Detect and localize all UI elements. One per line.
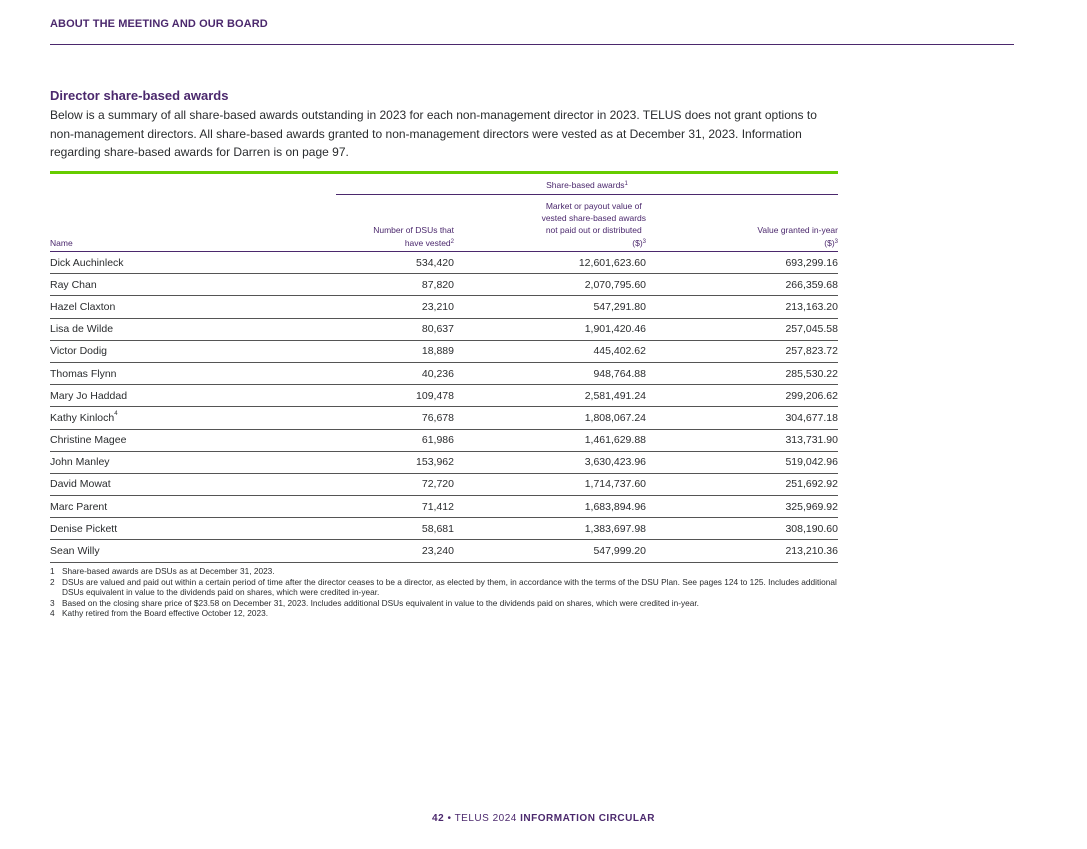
- market-value: [454, 429, 646, 451]
- value-granted: [646, 429, 838, 451]
- market-value-text: 1,714,737.60: [584, 478, 646, 491]
- value-header-footnote: 3: [834, 238, 838, 245]
- table-row: [50, 451, 838, 473]
- dsus-vested-text: 534,420: [416, 256, 454, 269]
- market-value-text: 547,999.20: [593, 545, 646, 558]
- value-granted-text: 213,210.36: [785, 545, 838, 558]
- table-row: [50, 318, 838, 340]
- footnotes: [50, 566, 840, 619]
- dsus-vested-text: 18,889: [421, 345, 454, 358]
- value-granted: [646, 296, 838, 318]
- dsus-vested: [336, 496, 454, 518]
- value-granted-text: 257,823.72: [785, 345, 838, 358]
- dsus-vested-text: 87,820: [421, 278, 454, 291]
- market-value-text: 1,808,067.24: [584, 411, 646, 424]
- director-name-text: David Mowat: [50, 478, 111, 491]
- value-granted: [646, 540, 838, 562]
- value-granted: [646, 407, 838, 429]
- director-name-text: Marc Parent: [50, 500, 108, 513]
- footnote-number: 4: [50, 608, 55, 618]
- director-name: [50, 518, 336, 540]
- market-header-footnote: 3: [642, 238, 646, 245]
- value-granted-text: 313,731.90: [785, 434, 838, 447]
- value-granted-text: 285,530.22: [785, 367, 838, 380]
- value-granted: [646, 362, 838, 384]
- dsus-vested-text: 61,986: [421, 434, 454, 447]
- market-value-text: 948,764.88: [593, 367, 646, 380]
- value-granted: [646, 252, 838, 274]
- dsus-vested-text: 109,478: [416, 389, 454, 402]
- value-granted: [646, 451, 838, 473]
- market-value: [454, 540, 646, 562]
- dsus-vested: [336, 318, 454, 340]
- section-title: Director share-based awards: [50, 88, 229, 103]
- market-value: [454, 451, 646, 473]
- awards-table: [50, 171, 838, 563]
- dsus-header-footnote: 2: [450, 238, 454, 245]
- director-name: [50, 473, 336, 495]
- value-granted-text: 251,692.92: [785, 478, 838, 491]
- director-name: [50, 340, 336, 362]
- value-granted-text: 257,045.58: [785, 323, 838, 336]
- director-name-text: John Manley: [50, 456, 110, 469]
- dsus-vested-text: 23,210: [421, 300, 454, 313]
- value-granted-text: 213,163.20: [785, 300, 838, 313]
- footnote: [50, 566, 840, 577]
- director-name: [50, 296, 336, 318]
- table-row: [50, 473, 838, 495]
- section-header: ABOUT THE MEETING AND OUR BOARD: [50, 18, 268, 30]
- column-header-value: [757, 224, 838, 249]
- footnote-text: DSUs are valued and paid out within a certain period of time after the director ceases to be a director, as elected by them, in accordance with the terms of the DSU Plan. See pages 124 to 125. Includes additional DSUs equivalent in value to the dividends paid on shares, which were credited in-year.: [62, 576, 837, 597]
- director-name-text: Mary Jo Haddad: [50, 389, 128, 402]
- director-name-text: Christine Magee: [50, 434, 127, 447]
- footer-publication: TELUS 2024: [454, 813, 517, 824]
- dsus-vested-text: 80,637: [421, 323, 454, 336]
- footer-separator: •: [447, 813, 452, 824]
- table-row: [50, 496, 838, 518]
- value-granted-text: 304,677.18: [785, 411, 838, 424]
- market-value: [454, 518, 646, 540]
- market-value-text: 2,581,491.24: [584, 389, 646, 402]
- market-value-text: 445,402.62: [593, 345, 646, 358]
- market-value: [454, 318, 646, 340]
- dsus-header-line1: Number of DSUs that: [373, 225, 454, 236]
- director-name-text: Dick Auchinleck: [50, 256, 124, 269]
- header-divider: [50, 44, 1014, 45]
- footnote-text: Based on the closing share price of $23.58 on December 31, 2023. Includes additional DSUs equivalent in value to the dividends paid on shares, which were credited in-year.: [62, 597, 699, 608]
- dsus-vested: [336, 407, 454, 429]
- value-granted: [646, 496, 838, 518]
- market-value: [454, 362, 646, 384]
- value-granted-text: 308,190.60: [785, 522, 838, 535]
- footnote-number: 3: [50, 597, 55, 608]
- market-header-line3: not paid out or distributed: [545, 225, 642, 236]
- market-header-line2: vested share-based awards: [541, 213, 646, 224]
- awards-table-body: [50, 252, 838, 563]
- group-header: [336, 174, 838, 191]
- director-name: [50, 385, 336, 407]
- market-value-text: 1,683,894.96: [584, 500, 646, 513]
- market-value-text: 1,901,420.46: [584, 323, 646, 336]
- director-footnote-ref: 4: [114, 410, 118, 417]
- market-value: [454, 473, 646, 495]
- director-name: [50, 318, 336, 340]
- footer-document-title: INFORMATION CIRCULAR: [520, 813, 655, 824]
- director-name-text: Hazel Claxton: [50, 300, 116, 313]
- director-name-text: Victor Dodig: [50, 345, 108, 358]
- dsus-vested: [336, 340, 454, 362]
- director-name: [50, 407, 336, 429]
- footnote: [50, 577, 840, 598]
- market-value: [454, 340, 646, 362]
- dsus-vested-text: 72,720: [421, 478, 454, 491]
- dsus-vested: [336, 362, 454, 384]
- footnote-text: Share-based awards are DSUs as at December 31, 2023.: [62, 566, 275, 576]
- table-row: [50, 274, 838, 296]
- market-value-text: 3,630,423.96: [584, 456, 646, 469]
- dsus-vested-text: 40,236: [421, 367, 454, 380]
- group-header-label: Share-based awards: [546, 180, 625, 190]
- value-granted: [646, 385, 838, 407]
- value-granted: [646, 318, 838, 340]
- market-value-text: 12,601,623.60: [578, 256, 646, 269]
- director-name-text: Kathy Kinloch: [50, 411, 115, 424]
- dsus-vested: [336, 473, 454, 495]
- value-granted-text: 519,042.96: [785, 456, 838, 469]
- director-name-text: Lisa de Wilde: [50, 323, 114, 336]
- market-value: [454, 385, 646, 407]
- footnote-number: 2: [50, 576, 55, 587]
- market-value: [454, 274, 646, 296]
- dsus-vested-text: 71,412: [421, 500, 454, 513]
- footnote-text: Kathy retired from the Board effective October 12, 2023.: [62, 608, 269, 618]
- footnote: [50, 598, 840, 609]
- footnote: [50, 608, 840, 619]
- dsus-vested: [336, 252, 454, 274]
- dsus-vested: [336, 540, 454, 562]
- table-row: [50, 252, 838, 274]
- footnote-number: 1: [50, 566, 55, 576]
- dsus-vested: [336, 518, 454, 540]
- market-header-line1: Market or payout value of: [545, 200, 642, 211]
- market-value: [454, 296, 646, 318]
- director-name: [50, 429, 336, 451]
- column-header-market: [542, 200, 646, 249]
- dsus-vested-text: 23,240: [421, 545, 454, 558]
- value-granted: [646, 518, 838, 540]
- value-granted: [646, 274, 838, 296]
- table-row: [50, 362, 838, 384]
- value-granted-text: 325,969.92: [785, 500, 838, 513]
- dsus-vested: [336, 451, 454, 473]
- market-value-text: 547,291.80: [593, 300, 646, 313]
- market-value: [454, 407, 646, 429]
- table-row: [50, 540, 838, 562]
- market-header-unit: ($): [632, 237, 643, 248]
- dsus-vested: [336, 429, 454, 451]
- group-header-footnote: 1: [624, 181, 628, 187]
- market-value: [454, 496, 646, 518]
- director-name: [50, 451, 336, 473]
- dsus-vested: [336, 385, 454, 407]
- director-name-text: Thomas Flynn: [50, 367, 117, 380]
- page-footer: [0, 813, 1087, 824]
- table-row: [50, 429, 838, 451]
- table-row: [50, 340, 838, 362]
- dsus-vested-text: 58,681: [421, 522, 454, 535]
- dsus-header-text: have vested: [404, 237, 451, 248]
- table-row: [50, 296, 838, 318]
- market-value-text: 1,461,629.88: [584, 434, 646, 447]
- value-header-unit: ($): [824, 237, 835, 248]
- value-header-line1: Value granted in-year: [757, 225, 838, 236]
- value-granted-text: 266,359.68: [785, 278, 838, 291]
- dsus-vested: [336, 296, 454, 318]
- director-name: [50, 540, 336, 562]
- column-headers: [50, 195, 838, 251]
- column-header-dsus: [373, 224, 454, 249]
- value-granted: [646, 340, 838, 362]
- column-header-name: Name: [50, 237, 73, 248]
- dsus-vested: [336, 274, 454, 296]
- page-number: 42: [432, 813, 445, 824]
- market-header-line4: [542, 237, 646, 249]
- director-name: [50, 362, 336, 384]
- table-row: [50, 407, 838, 429]
- value-granted: [646, 473, 838, 495]
- intro-text: Below is a summary of all share-based awards outstanding in 2023 for each non-management director in 2023. TELUS does not grant options to non-management directors. All share-based awards granted to non-management directors were vested as at December 31, 2023. Information regarding share-based awards for Darren is on page 97.: [50, 108, 817, 159]
- director-name-text: Sean Willy: [50, 545, 100, 558]
- market-value-text: 2,070,795.60: [584, 278, 646, 291]
- director-name: [50, 496, 336, 518]
- dsus-vested-text: 153,962: [416, 456, 454, 469]
- intro-paragraph: [50, 106, 840, 162]
- table-row: [50, 518, 838, 540]
- value-header-line2: [757, 237, 838, 249]
- dsus-header-line2: [373, 237, 454, 249]
- market-value-text: 1,383,697.98: [584, 522, 646, 535]
- table-row: [50, 385, 838, 407]
- dsus-vested-text: 76,678: [421, 411, 454, 424]
- value-granted-text: 299,206.62: [785, 389, 838, 402]
- director-name: [50, 274, 336, 296]
- director-name: [50, 252, 336, 274]
- director-name-text: Ray Chan: [50, 278, 97, 291]
- market-value: [454, 252, 646, 274]
- value-granted-text: 693,299.16: [785, 256, 838, 269]
- director-name-text: Denise Pickett: [50, 522, 118, 535]
